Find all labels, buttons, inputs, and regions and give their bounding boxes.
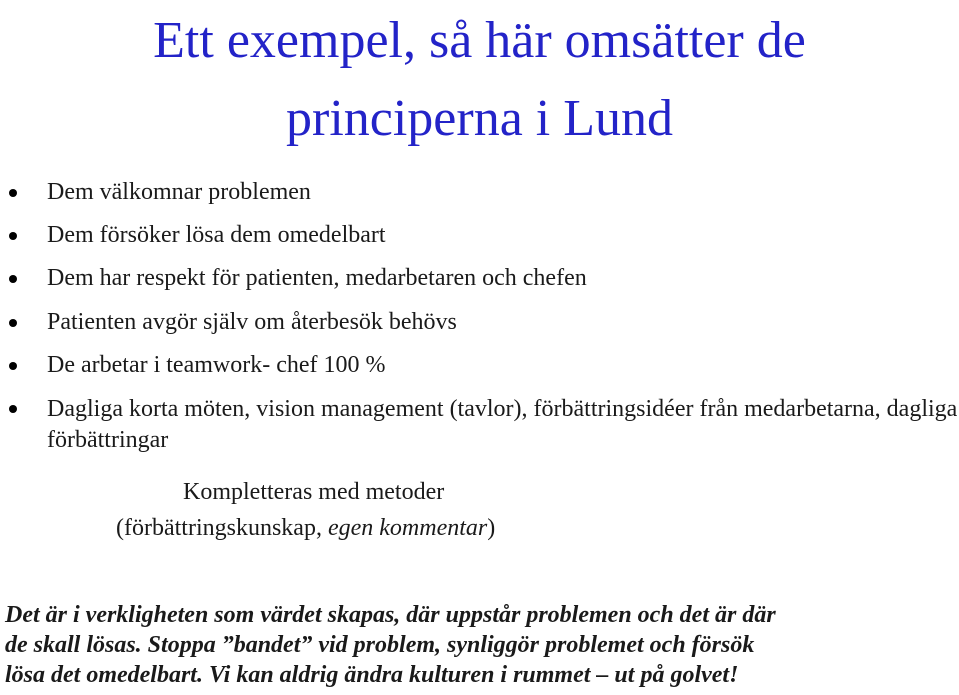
bullet-item bbox=[0, 264, 959, 293]
bullet-item bbox=[0, 221, 959, 250]
methods-note-close: ) bbox=[487, 515, 496, 541]
bullet-text: Patienten avgör själv om återbesök behövs bbox=[47, 308, 457, 335]
bullet-text: Dem välkomnar problemen bbox=[47, 179, 311, 205]
slide-title-line-2: principerna i Lund bbox=[286, 90, 673, 147]
conclusion-line-2: de skall lösas. Stoppa ”bandet” vid problem, synliggör problemet och försök bbox=[5, 632, 755, 658]
conclusion-text bbox=[5, 600, 959, 690]
own-comment: egen kommentar bbox=[327, 515, 488, 541]
bullet-dot-icon bbox=[9, 189, 17, 197]
bullet-dot-icon bbox=[9, 319, 17, 327]
bullet-dot-icon bbox=[9, 405, 17, 413]
bullet-list bbox=[0, 178, 959, 456]
bullet-dot-icon bbox=[9, 232, 17, 240]
bullet-item bbox=[0, 178, 959, 207]
slide-title-line-1: Ett exempel, så här omsätter de bbox=[153, 12, 806, 69]
bullet-text: Dem försöker lösa dem omedelbart bbox=[47, 222, 386, 249]
bullet-dot-icon bbox=[9, 362, 17, 370]
methods-note-line-1: Kompletteras med metoder bbox=[183, 479, 445, 505]
bullet-item bbox=[0, 394, 959, 456]
conclusion-line-1: Det är i verkligheten som värdet skapas, där uppstår problemen och det är där bbox=[5, 602, 776, 628]
bullet-item bbox=[0, 351, 959, 380]
bullet-text: De arbetar i teamwork- chef 100 % bbox=[47, 351, 386, 378]
methods-note bbox=[0, 474, 959, 546]
bullet-text: Dem har respekt för patienten, medarbetaren och chefen bbox=[47, 265, 587, 292]
slide-title bbox=[0, 0, 959, 158]
conclusion-line-3: lösa det omedelbart. Vi kan aldrig ändra kulturen i rummet – ut på golvet! bbox=[5, 662, 739, 688]
bullet-dot-icon bbox=[9, 275, 17, 283]
bullet-text: Dagliga korta möten, vision management (tavlor), förbättringsidéer från medarbetarna, dagliga förbättringar bbox=[47, 395, 958, 453]
bullet-item bbox=[0, 308, 959, 337]
methods-note-line-2 bbox=[0, 510, 959, 546]
methods-note-open: (förbättringskunskap, bbox=[116, 515, 328, 541]
